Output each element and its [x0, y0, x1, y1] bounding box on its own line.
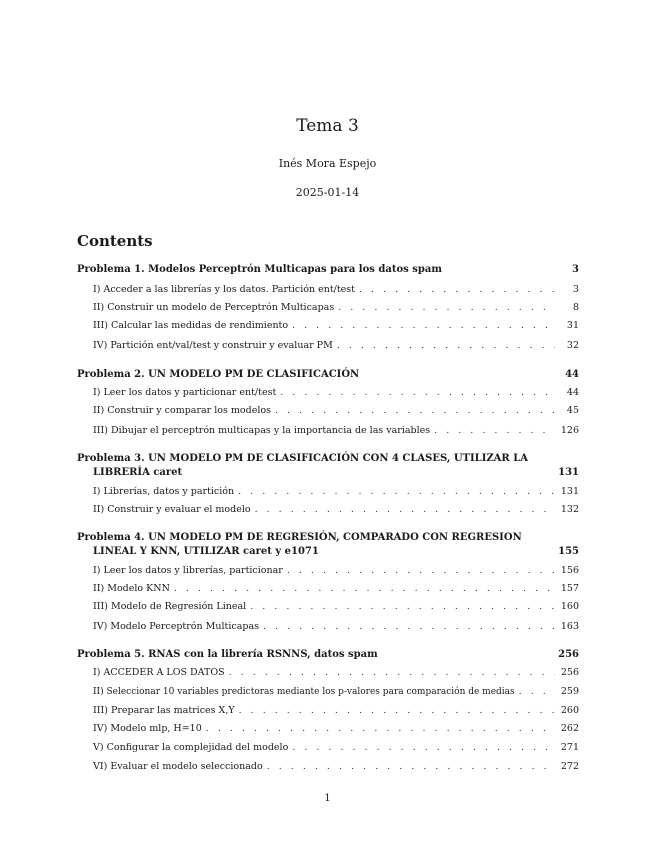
toc-entry-label: II) Construir y evaluar el modelo: [93, 504, 251, 515]
toc-entry-label: II) Seleccionar 10 variables predictoras mediante los p-valores para comparación de medias: [93, 687, 515, 697]
page-number: 1: [324, 793, 331, 804]
toc-entry-page: 271: [560, 742, 579, 753]
toc-entry-page: 131: [560, 486, 579, 497]
toc-entry[interactable]: [77, 761, 579, 775]
toc-entry[interactable]: [77, 601, 579, 615]
toc-entry-problem-3-cont[interactable]: [77, 467, 579, 481]
toc-entry-page: 45: [566, 405, 579, 416]
toc-entry-page: 44: [565, 369, 579, 380]
leader-dots: [338, 302, 555, 313]
toc-entry-page: 260: [560, 705, 579, 716]
toc-entry[interactable]: [77, 705, 579, 719]
toc-entry-label: VI) Evaluar el modelo seleccionado: [93, 761, 263, 772]
toc-entry-page: 31: [566, 320, 579, 331]
toc-entry-problem-4-cont[interactable]: [77, 546, 579, 560]
toc-entry-label: IV) Modelo mlp, H=10: [93, 723, 202, 734]
toc-entry[interactable]: [77, 320, 579, 334]
toc-entry-label: I) Acceder a las librerías y los datos. Partición ent/test: [93, 284, 355, 295]
leader-dots: [174, 583, 555, 594]
toc-entry-label: III) Modelo de Regresión Lineal: [93, 601, 247, 612]
toc-entry-label: I) ACCEDER A LOS DATOS: [93, 667, 225, 678]
toc-entry-label: LIBRERÍA caret: [93, 467, 183, 478]
toc-entry[interactable]: [77, 504, 579, 518]
document-date: 2025-01-14: [295, 186, 360, 199]
toc-entry-page: 272: [560, 761, 579, 772]
toc-entry[interactable]: [77, 723, 579, 737]
leader-dots: [292, 320, 555, 331]
toc-entry[interactable]: [77, 686, 579, 700]
toc-entry-problem-3[interactable]: [77, 453, 579, 467]
toc-entry-page: 160: [560, 601, 579, 612]
toc-entry-page: 44: [566, 387, 579, 398]
toc-entry-page: 259: [560, 686, 579, 697]
toc-entry-label: Problema 3. UN MODELO PM DE CLASIFICACIÓN CON 4 CLASES, UTILIZAR LA: [77, 453, 529, 464]
leader-dots: [229, 667, 555, 678]
toc-entry[interactable]: [77, 405, 579, 419]
toc-entry-label: II) Modelo KNN: [93, 583, 170, 594]
toc-entry-page: 163: [560, 621, 579, 632]
contents-heading: Contents: [77, 232, 153, 250]
leader-dots: [238, 486, 555, 497]
leader-dots: [287, 565, 555, 576]
leader-dots: [519, 686, 555, 697]
toc-entry-label: III) Calcular las medidas de rendimiento: [93, 320, 289, 331]
toc-entry[interactable]: [77, 667, 579, 681]
toc-entry-label: III) Dibujar el perceptrón multicapas y la importancia de las variables: [93, 425, 431, 436]
toc-entry-label: Problema 5. RNAS con la librería RSNNS, datos spam: [77, 649, 378, 660]
leader-dots: [250, 601, 555, 612]
leader-dots: [280, 387, 555, 398]
toc-entry[interactable]: [77, 284, 579, 298]
toc-entry[interactable]: [77, 621, 579, 635]
toc-entry[interactable]: [77, 302, 579, 316]
toc-entry-page: 132: [560, 504, 579, 515]
leader-dots: [263, 621, 555, 632]
toc-entry[interactable]: [77, 565, 579, 579]
toc-entry-label: LINEAL Y KNN, UTILIZAR caret y e1071: [93, 546, 319, 557]
toc-entry[interactable]: [77, 340, 579, 354]
toc-entry-page: 157: [560, 583, 579, 594]
leader-dots: [292, 742, 555, 753]
toc-entry[interactable]: [77, 583, 579, 597]
toc-entry-problem-4[interactable]: [77, 532, 579, 546]
toc-entry-label: I) Librerías, datos y partición: [93, 486, 235, 497]
toc-entry[interactable]: [77, 387, 579, 401]
toc-entry-label: I) Leer los datos y particionar ent/test: [93, 387, 277, 398]
leader-dots: [239, 705, 555, 716]
leader-dots: [359, 284, 555, 295]
leader-dots: [275, 405, 555, 416]
toc-entry-page: 8: [572, 302, 579, 313]
leader-dots: [255, 504, 555, 515]
toc-entry-page: 3: [572, 264, 579, 275]
toc-entry-label: I) Leer los datos y librerías, particionar: [93, 565, 283, 576]
toc-entry-label: IV) Modelo Perceptrón Multicapas: [93, 621, 259, 632]
toc-entry-page: 131: [558, 467, 579, 478]
toc-entry-problem-2[interactable]: [77, 369, 579, 383]
toc-entry-page: 3: [572, 284, 579, 295]
toc-entry-label: II) Construir un modelo de Perceptrón Multicapas: [93, 302, 335, 313]
toc-entry-label: Problema 1. Modelos Perceptrón Multicapas para los datos spam: [77, 264, 442, 275]
toc-entry-label: V) Configurar la complejidad del modelo: [93, 742, 289, 753]
toc-entry[interactable]: [77, 425, 579, 439]
toc-entry-page: 155: [558, 546, 579, 557]
toc-entry-page: 126: [560, 425, 579, 436]
toc-entry-page: 156: [560, 565, 579, 576]
toc-entry-label: IV) Partición ent/val/test y construir y evaluar PM: [93, 340, 333, 351]
leader-dots: [267, 761, 555, 772]
leader-dots: [434, 425, 555, 436]
toc-entry-problem-1[interactable]: [77, 264, 579, 278]
toc-entry-page: 256: [560, 667, 579, 678]
toc-entry-page: 32: [566, 340, 579, 351]
toc-entry-label: III) Preparar las matrices X,Y: [93, 705, 235, 716]
toc-entry-label: II) Construir y comparar los modelos: [93, 405, 271, 416]
toc-entry-label: Problema 2. UN MODELO PM DE CLASIFICACIÓN: [77, 369, 360, 380]
document-title: Tema 3: [296, 116, 359, 136]
leader-dots: [337, 340, 555, 351]
toc-entry-page: 262: [560, 723, 579, 734]
toc-entry[interactable]: [77, 742, 579, 756]
toc-entry-problem-5[interactable]: [77, 649, 579, 663]
leader-dots: [206, 723, 555, 734]
toc-entry[interactable]: [77, 486, 579, 500]
document-author: Inés Mora Espejo: [278, 157, 377, 170]
toc-entry-label: Problema 4. UN MODELO PM DE REGRESIÓN, COMPARADO CON REGRESION: [77, 532, 522, 543]
toc-entry-page: 256: [558, 649, 579, 660]
